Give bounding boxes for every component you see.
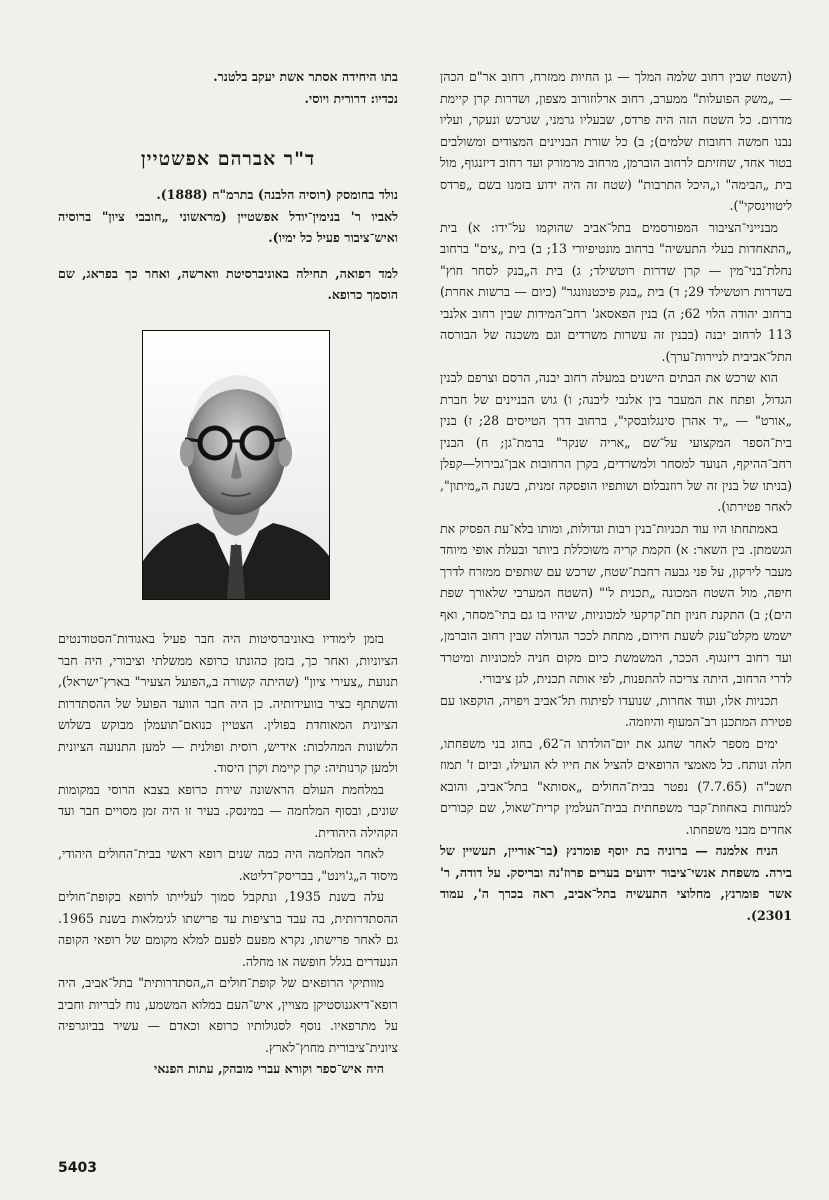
paragraph: מבנייני־הציבור המפורסמים בתל־אביב שהוקמו על־ידו: א) בית „התאחדות בעלי התעשיה" ברחוב מונטיפיורי 13; ב) בית „צים" ברחוב נחלת־בני־מין — קרן שדרות רוטשילד; ג) בית ה„בנק לסחר חוץ" בשדרות רוטשילד 29; ד) בית „בנק פיכטנוונגר" (כיום — ברשות אחרת) ברחוב יהודה הלוי 62; ה) בנין הפאסאג' רחב־המידות שבין רחוב אלנבי 113 לרחוב יבנה (בבנין זה עשרות משרדים וגם משכנה של הבורסה התל־אביבית לניירות־ערך). bbox=[440, 219, 792, 364]
previous-entry-family bbox=[58, 66, 398, 109]
paragraph: עלה בשנת 1935, ונתקבל סמוך לעלייתו לרופא בקופת־חולים ההסתדרותית, בה עבד ברציפות עד פרישתו לגימלאות בשנת 1965. גם לאחר פרישתו, נקרא מפעם לפעם למלא מקומם של רופאי הקופה הנעדרים בגלל חופשה או מחלה. bbox=[58, 889, 398, 969]
family-line: בתו היחידה אסתר אשת יעקב בלטנר. bbox=[213, 69, 398, 84]
paragraph: הניח אלמנה — ברוניה בת יוסף פומרנץ (בר־אוריין, תעשיין של בירה. משפחת אנשי־ציבור ידועים בערים פרוז'נה ובריסק. על דודה, ר' אשר פומרנץ, מחלוצי התעשיה בתל־אביב, ראה בכרך ה', עמוד 2301). bbox=[440, 843, 792, 923]
biography-body bbox=[58, 628, 398, 1080]
paragraph: מוותיקי הרופאים של קופת־חולים ה„הסתדרותית" בתל־אביב, היה רופא־דיאגנוסטיקן מצויין, איש־העם במלוא המשמע, נוח לבריות וחביב על מתרפאיו. נוסף לסגולותיו כרופא וכאדם — עשיר בביוגרפיה ציונית־ציבורית מחוץ־לארץ. bbox=[58, 975, 398, 1055]
family-line: נכדיו: דרורית ויוסי. bbox=[304, 90, 398, 106]
entry-heading: ד"ר אברהם אפשטיין bbox=[140, 148, 316, 170]
birth-line: נולד בחומסק (רוסיה הלבנה) בתרמ"ח (1888). bbox=[156, 187, 398, 202]
right-column-text bbox=[440, 66, 792, 926]
page-number: 5403 bbox=[58, 1160, 97, 1176]
paragraph: לאחר המלחמה היה כמה שנים רופא ראשי בבית־החולים היהודי, מיסוד ה„ג'וינט", בבריסק־דליטא. bbox=[58, 846, 398, 883]
education-line: למד רפואה, תחילה באוניברסיטת ווארשה, ואחר כך בפראג, שם הוסמך כרופא. bbox=[58, 265, 398, 302]
paragraph: היה איש־ספר וקורא עברי מובהק, עתות הפנאי bbox=[154, 1061, 384, 1076]
paragraph: באמתחתו היו עוד תכניות־בנין רבות וגדולות, ומותו בלא־עת הפסיק את הגשמתן. בין השאר: א) הקמת קריה משוכללת ביותר ובעלת אופי מיוחד מעבר לירקון, על פני גבעה רחבת־שטח, שרכש עם שותפים ממזרח לדרך חיפה, מול השטח המכונה „תכנית ל'" (השטח המערבי שלאורך שפת הים); ב) התקנת חניון תת־קרקעי למכוניות, שיהיו בו גם בתי־מסחר, ואף ישמש מקלט־ענק לשעת חירום, מתחת לככר הגדולה שבין רחוב הוברמן, ועד רחוב דיזנגוף. הככר, המשמשת כיום מקום חניה למכוניות ומיטרד לדרי הרחוב, היתה צריכה להתפנות, לפי אותה תכנית, לגן ציבורי. bbox=[440, 520, 792, 686]
paragraph: (השטח שבין רחוב שלמה המלך — גן החיות ממזרח, רחוב אר"ם הכהן — „משק הפועלות" ממערב, רחוב ארלוזורוב מצפון, ושדרות קרן קיימת מדרום. כל השטח הזה היה פרדס, שבעליו גרמני, שגרכש ונעקר, ועליו נבנו חמשה רחובות שלמים); ב) כל שורת הבניינים המצודים ומשולבים בטור אחד, שחזיתם לרחוב הוברמן, מרחוב מרמורק ועד רחוב דיזנגוף, מול בית „הבימה" ו„היכל התרבות" (שטח זה היה ידוע בזמנו בשם „פרדס ליטווינסקי"). bbox=[440, 69, 792, 213]
paragraph: בזמן לימודיו באוניברסיטות היה חבר פעיל באגודות־הסטודנטים הציוניות, ואחר כך, בזמן כהונתו כרופא ממשלתי וציבורי, היה חבר תנועת „צעירי ציון" (שהיתה קשורה ב„הפועל הצעיר" בארץ־ישראל), והשתתף כציר בוועידותיה. כן היה חבר הוועד הפועל של ההסתדרות הציונית המאוחדת בפולין. הצטיין כנואם־תועמלן מבוקש בשלוש הלשונות המהלכות: אידיש, רוסית ופולנית — למען התנועה הציונית ולמען קרנותיה: קרן קיימת וקרן היסוד. bbox=[58, 631, 398, 775]
paragraph: הוא שרכש את הבתים הישנים במעלה רחוב יבנה, הרסם וצרפם לבנין הגדול, ופתח את המעבר בין אלנבי ליבנה; ו) גוש הבניינים של חברת „אורט" — „יד אהרן סינגלובסקי", ברחוב דרך הטייסים 28; ז) בנין בית־הספר המקצועי על־שם „אריה שנקר" ברמת־גן; ח) הבנין רחב־ההיקף, הנועד למסחר ולמשרדים, בקרן הרחובות אבן־גבירול—קפלן (בניתו של בנין זה של רוזנבלום ושותפיו הופסקה זמנית, בשנת ה„מיתון", לאחר פטירתו). bbox=[440, 370, 792, 514]
paragraph: במלחמת העולם הראשונה שירת כרופא בצבא הרוסי במקומות שונים, ובסוף המלחמה — במינסק. בעיר זו היה זמן מסויים חבר ועד הקהילה היהודית. bbox=[58, 781, 398, 840]
father-line: לאביו ר' בנימין־יודל אפשטיין (מראשוני „חובבי ציון" ברוסיה ואיש־ציבור פעיל כל ימיו). bbox=[58, 208, 398, 245]
biography-intro bbox=[58, 184, 398, 306]
portrait-photo bbox=[142, 330, 330, 600]
paragraph: ימים מספר לאחר שחגג את יום־הולדתו ה־62, בחוג בני משפחתו, חלה ונותח. כל מאמצי הרופאים להציל את חייו לא הועילו, וביום ז' תמוז תשכ"ה (7.7.65) נפטר בבית־החולים „אסותא" בתל־אביב, והובא למנוחות באחוזת־קבר משפחתית בבית־העלמין קרית־שאול, שם קבורים אחדים מבני משפחתו. bbox=[440, 735, 792, 837]
paragraph: תכניות אלו, ועוד אחרות, שנועדו לפיתוח תל־אביב ויפויה, הוקפאו עם פטירת המתכנן רב־המעוף והיוזמה. bbox=[440, 692, 792, 729]
